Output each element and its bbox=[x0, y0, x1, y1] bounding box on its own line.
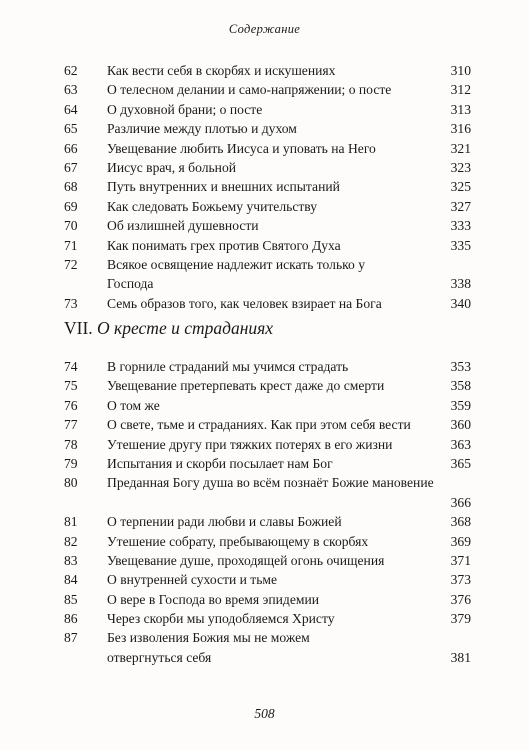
entry-page: 373 bbox=[450, 572, 471, 588]
entry-number: 86 bbox=[64, 611, 78, 627]
toc-entry bbox=[0, 236, 529, 255]
entry-page: 325 bbox=[450, 179, 471, 195]
entry-title: О внутренней сухости и тьме bbox=[107, 572, 278, 588]
entry-title: Увещевание душе, проходящей огонь очищения bbox=[107, 552, 385, 568]
entry-number: 78 bbox=[64, 436, 78, 452]
entry-title: О терпении ради любви и славы Божией bbox=[107, 514, 342, 530]
toc-entry bbox=[0, 473, 529, 512]
toc-entry bbox=[0, 158, 529, 177]
page-number: 508 bbox=[254, 706, 275, 721]
entry-title: Всякое освящение надлежит искать только у Господа bbox=[107, 256, 366, 292]
entry-number: 83 bbox=[64, 552, 78, 568]
entry-number: 82 bbox=[64, 533, 78, 549]
entry-number: 70 bbox=[64, 218, 78, 234]
entry-page: 365 bbox=[450, 455, 471, 471]
entry-title: Как вести себя в скорбях и искушениях bbox=[107, 63, 336, 78]
entry-number: 87 bbox=[64, 630, 78, 646]
entry-title: Увещевание любить Иисуса и уповать на Него bbox=[107, 140, 376, 156]
entry-title: Семь образов того, как человек взирает на Бога bbox=[107, 295, 382, 311]
entry-page: 366 bbox=[450, 494, 471, 510]
toc-entry bbox=[0, 415, 529, 434]
entry-number: 81 bbox=[64, 514, 78, 530]
entry-number: 69 bbox=[64, 198, 78, 214]
entry-page: 368 bbox=[450, 514, 471, 530]
toc-entry bbox=[0, 628, 529, 667]
entry-page: 360 bbox=[450, 417, 471, 433]
entry-number: 74 bbox=[64, 359, 78, 374]
entry-page: 369 bbox=[450, 533, 471, 549]
entry-page: 312 bbox=[450, 82, 471, 98]
entry-title: Утешение собрату, пребывающему в скорбях bbox=[107, 533, 369, 549]
entry-title: О телесном делании и само-напряжении; о посте bbox=[107, 82, 392, 98]
entry-number: 76 bbox=[64, 397, 78, 413]
toc-entry bbox=[0, 570, 529, 589]
entry-page: 313 bbox=[450, 101, 471, 117]
entry-title: Утешение другу при тяжких потерях в его жизни bbox=[107, 436, 393, 452]
entry-number: 62 bbox=[64, 63, 78, 78]
entry-number: 77 bbox=[64, 417, 78, 433]
entry-number: 75 bbox=[64, 378, 78, 394]
toc-entry bbox=[0, 454, 529, 473]
entry-page: 371 bbox=[450, 552, 471, 568]
section-heading-number: VII. bbox=[64, 318, 93, 338]
toc-entry bbox=[0, 177, 529, 196]
entry-page: 310 bbox=[450, 62, 471, 78]
toc-entry bbox=[0, 590, 529, 609]
entry-page: 316 bbox=[450, 121, 471, 137]
entry-number: 68 bbox=[64, 179, 78, 195]
entry-page: 359 bbox=[450, 397, 471, 413]
section-heading-title: О кресте и страданиях bbox=[97, 318, 274, 338]
entry-title: О духовной брани; о посте bbox=[107, 101, 263, 117]
section-heading bbox=[64, 318, 273, 339]
entry-title: Об излишней душевности bbox=[107, 218, 259, 234]
running-head: Содержание bbox=[228, 22, 301, 36]
entry-title: Через скорби мы уподобляемся Христу bbox=[107, 611, 335, 627]
entry-page: 327 bbox=[450, 198, 471, 214]
entry-page: 323 bbox=[450, 159, 471, 175]
entry-page: 340 bbox=[450, 295, 471, 311]
entry-number: 72 bbox=[64, 256, 78, 272]
entry-page: 358 bbox=[450, 378, 471, 394]
toc-entry bbox=[0, 100, 529, 119]
toc-section-a bbox=[0, 61, 529, 313]
entry-number: 73 bbox=[64, 295, 78, 311]
entry-title: Испытания и скорби посылает нам Бог bbox=[107, 455, 333, 471]
entry-page: 363 bbox=[450, 436, 471, 452]
entry-title: О вере в Господа во время эпидемии bbox=[107, 591, 320, 607]
toc-entry bbox=[0, 80, 529, 99]
toc-entry bbox=[0, 139, 529, 158]
toc-entry bbox=[0, 119, 529, 138]
toc-entry bbox=[0, 376, 529, 395]
toc-entry bbox=[0, 255, 529, 294]
toc-entry bbox=[0, 551, 529, 570]
entry-title: Преданная Богу душа во всём познаёт Божие мановение bbox=[107, 475, 434, 491]
toc-entry bbox=[0, 61, 529, 80]
entry-title: Как следовать Божьему учительству bbox=[107, 198, 318, 214]
entry-title: Как понимать грех против Святого Духа bbox=[107, 237, 341, 253]
entry-page: 333 bbox=[450, 218, 471, 234]
entry-title: Без изволения Божия мы не можем отвергнуться себя bbox=[107, 630, 310, 665]
toc-entry bbox=[0, 435, 529, 454]
entry-page: 381 bbox=[450, 649, 471, 665]
toc-section-b bbox=[0, 357, 529, 667]
entry-title: Путь внутренних и внешних испытаний bbox=[107, 179, 340, 195]
entry-title: Увещевание претерпевать крест даже до смерти bbox=[107, 378, 385, 394]
entry-page: 353 bbox=[450, 358, 471, 374]
entry-page: 335 bbox=[450, 237, 471, 253]
toc-entry bbox=[0, 396, 529, 415]
entry-number: 85 bbox=[64, 591, 78, 607]
entry-title: В горниле страданий мы учимся страдать bbox=[107, 359, 349, 374]
entry-number: 65 bbox=[64, 121, 78, 137]
entry-page: 338 bbox=[450, 276, 471, 292]
entry-page: 376 bbox=[450, 591, 471, 607]
toc-entry bbox=[0, 357, 529, 376]
toc-entry bbox=[0, 609, 529, 628]
entry-number: 66 bbox=[64, 140, 78, 156]
entry-number: 79 bbox=[64, 455, 78, 471]
entry-number: 84 bbox=[64, 572, 78, 588]
entry-number: 64 bbox=[64, 101, 78, 117]
entry-page: 321 bbox=[450, 140, 471, 156]
entry-title: О том же bbox=[107, 397, 160, 413]
entry-number: 63 bbox=[64, 82, 78, 98]
toc-entry bbox=[0, 294, 529, 313]
entry-title: Различие между плотью и духом bbox=[107, 121, 297, 137]
entry-title: Иисус врач, я больной bbox=[107, 159, 237, 175]
toc-entry bbox=[0, 532, 529, 551]
entry-page: 379 bbox=[450, 611, 471, 627]
toc-entry bbox=[0, 512, 529, 531]
entry-number: 80 bbox=[64, 475, 78, 491]
entry-number: 67 bbox=[64, 159, 78, 175]
entry-number: 71 bbox=[64, 237, 78, 253]
entry-title: О свете, тьме и страданиях. Как при этом себя вести bbox=[107, 417, 411, 433]
toc-entry bbox=[0, 216, 529, 235]
toc-entry bbox=[0, 197, 529, 216]
